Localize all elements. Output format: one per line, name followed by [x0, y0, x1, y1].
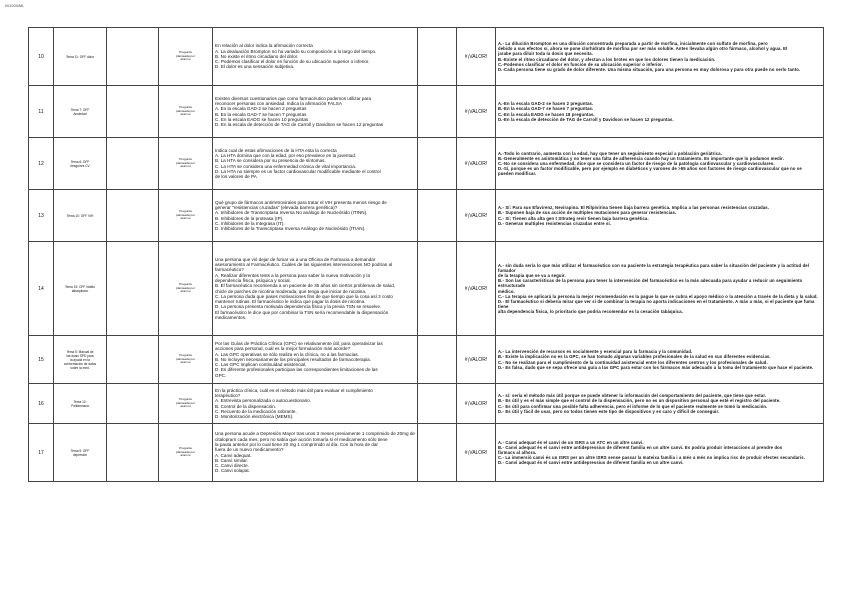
- value-error-cell: #¡VALOR!: [457, 28, 496, 86]
- answer-line: A.- sin duda sería lo que más utilizar el farmacéutico con su paciente la estrategia terapéutica para saber la situación del paciente y la actitud del fumador: [498, 263, 810, 274]
- value-error-cell: #¡VALOR!: [457, 86, 496, 138]
- question-text-cell: [213, 86, 418, 138]
- question-line: A. La HTA domina que con la edad, por eso prevalece en la juventud.: [215, 152, 357, 158]
- question-line: C. Canvi directe.: [215, 463, 249, 469]
- question-number-cell: 14: [29, 242, 54, 336]
- answer-line: médico.: [498, 288, 515, 294]
- topic-cell: Tema 10: OFF VIH: [54, 190, 107, 242]
- answer-explanation-cell: [496, 424, 824, 482]
- question-line: GPC.: [215, 372, 227, 378]
- table-row: [29, 190, 824, 242]
- question-line: B. Inhibidores de la proteasa (IP).: [215, 215, 284, 221]
- empty-cell: [418, 86, 457, 138]
- question-line: mantener rutinas. El farmacéutico le indica que pagar la dosis de nicotina.: [215, 299, 366, 305]
- question-line: C. Podemos clasificar el dolor en función de su ubicación superior o inferior.: [215, 59, 370, 65]
- answer-line: A.- La intervención de recursos es socialmente y esencial para la farmacia y la comunidad.: [498, 349, 693, 355]
- question-line: B. En la escala GAD-7 se hacen 7 preguntas: [215, 111, 307, 117]
- question-line: El farmacéutico le dice que por combinar la TSN sería recomendable la dispensación: [215, 309, 389, 315]
- answer-explanation-cell: [496, 86, 824, 138]
- table-row: [29, 424, 824, 482]
- question-text-cell: [213, 28, 418, 86]
- answer-line: D.-Sí, porque es un factor modificable, pero por ejemplo en diabéticos y varones de >55 años son factores de riesgo cardiovascular que no se: [498, 166, 802, 172]
- answer-line: B.- Es útil y es el más simple que el control de la dispensación, pero no es un dispositivo personal que esté el registro del paciente.: [498, 398, 781, 404]
- question-number-cell: 16: [29, 384, 54, 424]
- question-line: C. La HTA se considera una enfermedad crónica de vital importancia.: [215, 163, 357, 169]
- question-line: Qué grupo de fármacos antirretrovirales para tratar el VIH presenta menos riesgo de: [215, 199, 387, 205]
- question-line: chicle de parches de nicotina moderada, que tenga que iniciar de nicotina.: [215, 288, 367, 294]
- question-line: de los valores de PA: [215, 174, 257, 180]
- answer-line: fàrmacs al alhora.: [498, 449, 537, 455]
- answer-explanation-cell: [496, 28, 824, 86]
- answer-line: pueden modificar.: [498, 171, 537, 177]
- empty-cell: [107, 336, 159, 384]
- question-line: Indica cual de estas afirmaciones de la HTA esta la correcta: [215, 147, 337, 153]
- question-line: la pauta anterior por lo cual tiene 20 mg 1 comprimido al día. Con la hora de dar: [215, 441, 378, 447]
- question-line: generar "resistencias cruzadas" (elevada barrera genética)?: [215, 204, 338, 210]
- answer-line: C.- La immersió canvi és un ISRS per un altre ISRS sense passar la mateixa família i a més a més no implica risc de produir efectes secundaris.: [498, 455, 806, 461]
- question-line: Existen diversos cuestionarios que como farmacéutico podemos utilizar para: [215, 95, 372, 101]
- answer-line: C.- Sí: Tienen alta alta gen t SItrateg revir tienen baja barrera genética.: [498, 215, 649, 221]
- table-row: [29, 242, 824, 336]
- empty-cell: [418, 190, 457, 242]
- question-line: fuera de un nuevo medicamento?: [215, 447, 284, 453]
- question-line: asesoramiento al Farmacéutico. Cuáles de las siguientes intervenciones NO podrían al: [215, 261, 393, 267]
- question-line: C. Inhibidores de la Integrasa (IT).: [215, 220, 285, 226]
- empty-cell: [418, 28, 457, 86]
- question-line: A. La dealuación Brompton no ha variado su composición a lo largo del tiempo.: [215, 48, 377, 54]
- answer-line: D.- Canvi adequat és el canvi entre antidepressius de diferent família en un altre canvi.: [498, 460, 684, 466]
- question-line: D. El dolor es una sensación subjetiva.: [215, 64, 295, 70]
- topic-cell: Tema 15: OFF hábito tabaquismo: [54, 242, 107, 336]
- question-line: C. En la escala EADG se hacen 10 preguntas: [215, 116, 309, 122]
- document-header: 001004/ML: [5, 4, 25, 8]
- question-line: D. Monitorización electrónica (MEMS).: [215, 414, 294, 420]
- answer-line: alta dependencia física, lo prioritario que podría recomendar es la cesación tabáquica.: [498, 308, 684, 314]
- answer-line: B.- Canvi adequat és el canvi entre antidepressius de diferent família en un altre canvi. Es podria produir interaccions al prendre dos: [498, 444, 783, 450]
- answer-explanation-cell: [496, 138, 824, 190]
- answer-line: de la terapia que se va a seguir.: [498, 273, 566, 279]
- empty-cell: [107, 242, 159, 336]
- question-line: En relación al dolor indica la afirmación correcta: [215, 43, 313, 49]
- question-line: Una persona acude a Depresión Mayor tras unos 3 meses previamente 1 comprimido de 20mg de: [215, 431, 415, 437]
- topic-cell: Tema 7: OFF Ansiedad: [54, 86, 107, 138]
- answer-line: B.-En la escala GAD-7 se hacen 7 preguntas.: [498, 106, 594, 112]
- topic-cell: Tema 12: Polifarmacia: [54, 384, 107, 424]
- question-line: acciones para personal, cuál es la mejor formulación más acorde?: [215, 346, 351, 352]
- value-error-cell: #¡VALOR!: [457, 242, 496, 336]
- answer-explanation-cell: [496, 242, 824, 336]
- answer-line: C.- Es útil para confirmar una posible falta adherencia, pero el informe de lo que el paciente realmente se tomó la medicación.: [498, 403, 768, 409]
- question-line: A. Inhibidores de Transcriptasa Inversa No análogo de Nucleósido (ITINN).: [215, 210, 368, 216]
- question-type-cell: Pregunta planteada por alumno: [159, 336, 213, 384]
- empty-cell: [418, 384, 457, 424]
- question-line: Una persona que vió dejar de fumar va a una Oficina de Farmacia a demandar: [215, 256, 376, 262]
- question-line: reconocer personas con ansiedad. Indica la afirmación FALSA: [215, 100, 342, 106]
- value-error-cell: #¡VALOR!: [457, 190, 496, 242]
- question-type-cell: Pregunta planteada por alumno: [159, 424, 213, 482]
- answer-line: D.-En la escala de detección de TAG de Carroll y Davidson se hacen 12 preguntas.: [498, 116, 674, 122]
- answer-line: A.-En la escala GAD-2 se hacen 2 preguntas.: [498, 101, 594, 107]
- question-number-cell: 17: [29, 424, 54, 482]
- question-line: Por las Guías de Práctica Clínica (GPC) se relativamente útil, para operativizar las: [215, 340, 383, 346]
- question-type-cell: Pregunta planteada por alumno: [159, 384, 213, 424]
- question-number-cell: 13: [29, 190, 54, 242]
- question-type-cell: Pregunta planteada por alumno: [159, 28, 213, 86]
- table-row: [29, 336, 824, 384]
- topic-cell: Tema 11: OFF dolor: [54, 28, 107, 86]
- answer-line: C.-No se considera una enfermedad, dice que se considera un factor de riesgo de la patología cardiovascular y cardiovasculares.: [498, 160, 775, 166]
- value-error-cell: #¡VALOR!: [457, 424, 496, 482]
- answer-line: B.- Suponen baja de sus acción de multiples mutaciones para generar resistencias.: [498, 210, 677, 216]
- table-row: [29, 86, 824, 138]
- answer-line: C.-Podemos clasificar el dolor en función de su ubicación superior o inferior.: [498, 61, 664, 67]
- answer-explanation-cell: [496, 384, 824, 424]
- answer-line: A.- Canvi adequat és el canvi de un ISRS a un ATC en un altre canvi.: [498, 439, 644, 445]
- question-text-cell: [213, 190, 418, 242]
- answer-explanation-cell: [496, 190, 824, 242]
- question-line: D. La persona presenta motivada dependencia física y la previa TSN se resuelve.: [215, 304, 382, 310]
- question-line: B. No incluyen necesariamente los principales resultados de farmacoterapia.: [215, 356, 372, 362]
- question-line: farmacéutico?: [215, 267, 244, 273]
- question-line: dependencia física, psíquica y social.: [215, 277, 291, 283]
- value-error-cell: #¡VALOR!: [457, 384, 496, 424]
- answer-line: B.-Existe el ritmo circadiano del dolor, y afectan a los brotes en que los dolores tienen la medicación.: [498, 56, 716, 62]
- answer-line: D.- El farmacéutico sí debería mirar que ver si de combinar la terapia no aporta indicaciones en el tratamiento. A más a más, si el paciente que fuma tiene: [498, 298, 815, 309]
- question-text-cell: [213, 242, 418, 336]
- question-line: D. Es diferente profesionales participan las correspondientes limitaciones de las: [215, 367, 378, 373]
- answer-line: B.-Generalmente es asintomática y no tener una falta de adherencia cuando hay un tratamiento. Es importante que lo podamos medir.: [498, 155, 785, 161]
- question-line: medicamentos.: [215, 315, 247, 321]
- empty-cell: [418, 424, 457, 482]
- question-line: D. Canvi solapat.: [215, 468, 250, 474]
- answer-line: debido a sus efectos sí, ahora se pone clorhidrato de morfina por ser más soluble. Antes llevaba algún otro fármaco, alcohol y agua. El: [498, 46, 788, 52]
- answer-line: D.- Es falsa, dado que se sepa ofrece una guía a las GPC para estar con los fármacos más adecuado a la toma del tratamiento que hace el paciente.: [498, 364, 814, 370]
- answer-line: B.- Son las características de la persona para tener la intervención del farmacéutico es la más adecuada para ayudar a reducir un seguimiento estructurado: [498, 278, 803, 289]
- table-row: [29, 138, 824, 190]
- question-line: D. La HTA no siempre es un factor cardiovascular modificable mediante el control: [215, 168, 381, 174]
- question-line: B. El farmacéutico recomienda a un paciente de 35 años sin ciertos problemas de salud,: [215, 283, 396, 289]
- question-line: citalopram cada mes, pero no sabía qué acción tomaría si el medicamento sólo tiene: [215, 436, 388, 442]
- answer-line: D.- Generan multiples resistencias cruzadas entre sí.: [498, 220, 612, 226]
- question-number-cell: 15: [29, 336, 54, 384]
- table-row: [29, 384, 824, 424]
- answer-explanation-cell: [496, 336, 824, 384]
- answer-line: C.- La terapia se aplicará la persona la mejor recomendación es la pague la que se cubra el apoyo médico o la atención a través de la dieta y la salud.: [498, 293, 818, 299]
- question-text-cell: [213, 424, 418, 482]
- question-type-cell: Pregunta planteada por alumno: [159, 242, 213, 336]
- question-number-cell: 11: [29, 86, 54, 138]
- question-line: B. No existe el ritmo circadiano del dolor.: [215, 53, 299, 59]
- value-error-cell: #¡VALOR!: [457, 138, 496, 190]
- answer-line: A.- sí: sería el método más útil porque se puede obtener la información del comportamiento del paciente, que tiene que estar.: [498, 393, 767, 399]
- question-text-cell: [213, 138, 418, 190]
- answer-line: jarabe para diluir toda la dosis que necesita.: [498, 51, 594, 57]
- topic-cell: Tema 5: Manual de las dosis SPD para la ayuda en la conformación de datos sobre la med.: [54, 336, 107, 384]
- question-line: B. Canvi similar.: [215, 457, 248, 463]
- question-line: terapéutico?: [215, 392, 241, 398]
- empty-cell: [107, 138, 159, 190]
- value-error-cell: #¡VALOR!: [457, 336, 496, 384]
- question-line: B. Control de la dispensación.: [215, 403, 277, 409]
- question-line: En la práctica clínica, cuál es el método más útil para evaluar el cumplimiento: [215, 387, 373, 393]
- empty-cell: [418, 336, 457, 384]
- empty-cell: [418, 138, 457, 190]
- question-type-cell: Pregunta planteada por alumno: [159, 190, 213, 242]
- question-text-cell: [213, 336, 418, 384]
- empty-cell: [107, 190, 159, 242]
- question-line: C. Recuento de la medicación sobrante.: [215, 408, 297, 414]
- empty-cell: [107, 28, 159, 86]
- question-line: D. Inhibidores de la Transcriptasa Inversa Análogo de Nucleósido (ITIAN).: [215, 226, 366, 232]
- question-number-cell: 10: [29, 28, 54, 86]
- answer-line: D.-Cada persona tiene su grado de dolor diferente. Una misma situación, para una persona es muy dolorosa y para otra puede no serlo tanto.: [498, 66, 801, 72]
- question-line: A. Entrevista personalizada o autocuestionario.: [215, 398, 312, 404]
- answer-line: A.-Todo lo contrario, aumenta con la edad, hay que tener un seguimiento especial a población geriátrica.: [498, 150, 723, 156]
- question-type-cell: Pregunta planteada por alumno: [159, 86, 213, 138]
- question-line: A. Realizar diferentes tests a la persona para saber la nueva motivación y la: [215, 272, 370, 278]
- empty-cell: [418, 242, 457, 336]
- topic-cell: Tema 9: OFF depresión: [54, 424, 107, 482]
- topic-cell: Tema 6: OFF riesgo/res CV: [54, 138, 107, 190]
- questions-table: [28, 27, 824, 482]
- table-row: [29, 28, 824, 86]
- empty-cell: [107, 384, 159, 424]
- question-line: A. En la escala GAD-2 se hacen 2 preguntas: [215, 106, 307, 112]
- answer-line: D.- Es útil y fácil de usar, pero no todos tienen este tipo de dispositivos y es caro y difícil de conseguir.: [498, 408, 720, 414]
- question-line: C. Las GPC implican continuidad asistencial.: [215, 362, 307, 368]
- question-type-cell: Pregunta planteada por alumno: [159, 138, 213, 190]
- question-line: C. La persona duda que pases motivaciones fins de que tiempo que la cosa así 3 costo: [215, 293, 393, 299]
- answer-line: A.- La dilución Brompton es una dilución concentrada preparada a partir de morfina, inicialmente con sulfato de morfina, pero: [498, 41, 768, 47]
- answer-line: C.- No se realizan para el cumplimiento de la continuidad asistencial entre los diferentes centros y los profesionales de salud.: [498, 359, 768, 365]
- question-number-cell: 12: [29, 138, 54, 190]
- question-line: D. En la escala de detección de TAG de Carroll y Davidson se hacen 12 preguntas: [215, 122, 384, 128]
- question-text-cell: [213, 384, 418, 424]
- empty-cell: [107, 86, 159, 138]
- question-line: A. Las GPC operativas se sólo realiza en la clínica, no a las farmacias.: [215, 351, 360, 357]
- answer-line: A.- Sí: Para sus Efavirenz, Nevirapina. El Rilpivirina tienen baja barrera genética. Implica a las personas resistencias cruzadas.: [498, 205, 770, 211]
- answer-line: C.-En la escala EADG se hacen 18 preguntas.: [498, 111, 595, 117]
- question-line: A. Canvi adequat.: [215, 452, 252, 458]
- answer-line: B.- Existe la implicación no es la GPC, se han tomado algunas variables profesionales de la salud en sus diferentes evidencias.: [498, 354, 771, 360]
- empty-cell: [107, 424, 159, 482]
- question-line: B. La HTA se considera por su presencia de síntomas.: [215, 158, 326, 164]
